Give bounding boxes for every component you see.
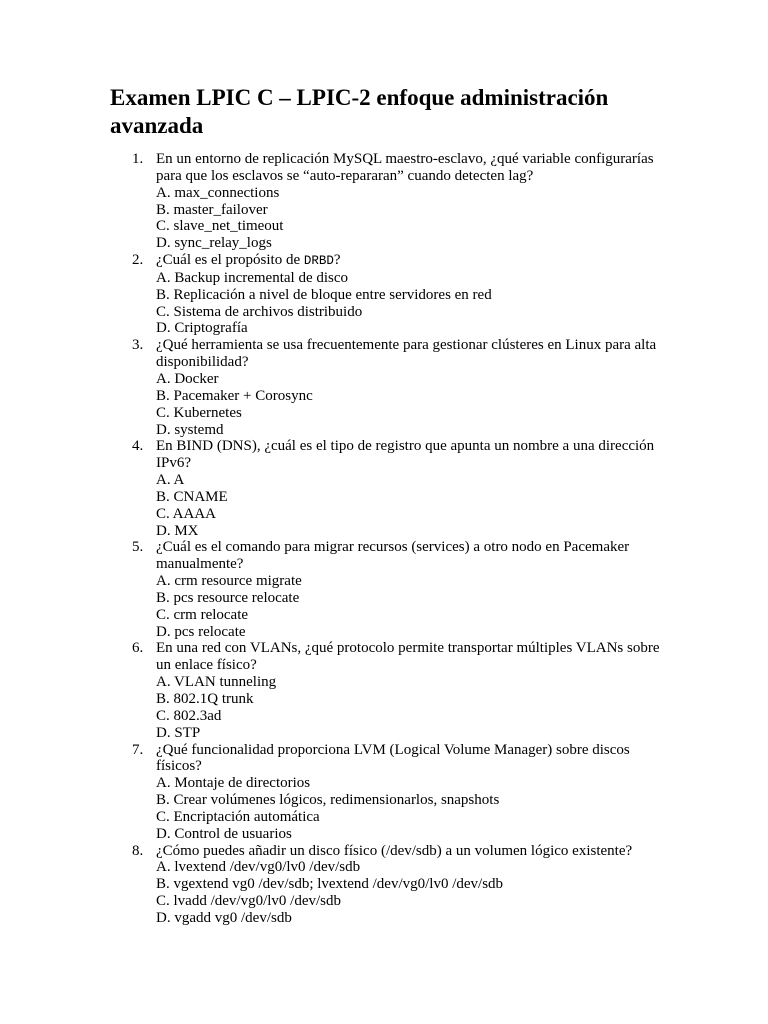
- question-item: [110, 640, 670, 741]
- question-number: 3.: [132, 337, 144, 354]
- question-text: [156, 252, 670, 270]
- code-term: DRBD: [303, 254, 334, 269]
- answer-option: B. Pacemaker + Corosync: [156, 387, 313, 404]
- answer-option: A. Docker: [156, 370, 219, 387]
- answer-option: A. lvextend /dev/vg0/lv0 /dev/sdb: [156, 859, 361, 876]
- answer-option: D. MX: [156, 522, 199, 539]
- question-number: 6.: [132, 640, 144, 657]
- question-text: En una red con VLANs, ¿qué protocolo permite transportar múltiples VLANs sobre un enlace físico?: [156, 640, 660, 674]
- question-item: [110, 337, 670, 438]
- page-title: Examen LPIC C – LPIC-2 enfoque administración avanzada: [110, 85, 609, 138]
- answer-option: C. 802.3ad: [156, 707, 222, 724]
- answer-option: D. vgadd vg0 /dev/sdb: [156, 909, 292, 926]
- answer-option: D. Control de usuarios: [156, 825, 292, 842]
- question-text: ¿Qué herramienta se usa frecuentemente para gestionar clústeres en Linux para alta disponibilidad?: [156, 337, 657, 371]
- question-text: ¿Qué funcionalidad proporciona LVM (Logical Volume Manager) sobre discos físicos?: [156, 741, 630, 775]
- answer-option: C. slave_net_timeout: [156, 218, 284, 235]
- answer-option: D. Criptografía: [156, 320, 248, 337]
- question-number: 2.: [132, 252, 144, 269]
- answer-option: B. master_failover: [156, 201, 268, 218]
- question-text: En BIND (DNS), ¿cuál es el tipo de registro que apunta un nombre a una dirección IPv6?: [156, 438, 655, 472]
- answer-option: A. max_connections: [156, 184, 280, 201]
- question-number: 8.: [132, 842, 144, 859]
- answer-option: B. Replicación a nivel de bloque entre servidores en red: [156, 286, 492, 303]
- answer-option: C. crm relocate: [156, 606, 249, 623]
- question-item: [110, 438, 670, 539]
- question-number: 5.: [132, 539, 144, 556]
- question-text: ¿Cómo puedes añadir un disco físico (/dev/sdb) a un volumen lógico existente?: [156, 842, 633, 859]
- answer-option: B. CNAME: [156, 488, 228, 505]
- answer-option: D. pcs relocate: [156, 623, 246, 640]
- answer-option: D. sync_relay_logs: [156, 235, 272, 252]
- answer-option: B. 802.1Q trunk: [156, 691, 254, 707]
- answer-option: A. Montaje de directorios: [156, 775, 311, 792]
- answer-option: A. A: [156, 472, 185, 489]
- answer-option: C. Encriptación automática: [156, 808, 320, 825]
- answer-option: C. lvadd /dev/vg0/lv0 /dev/sdb: [156, 893, 341, 910]
- question-text-end: ?: [333, 252, 341, 269]
- question-text-start: ¿Cuál es el propósito de: [156, 252, 304, 269]
- question-item: [110, 742, 670, 843]
- question-number: 7.: [132, 741, 144, 758]
- question-number: 4.: [132, 438, 144, 455]
- answer-option: C. AAAA: [156, 505, 217, 522]
- question-item: [110, 539, 670, 640]
- question-text: ¿Cuál es el comando para migrar recursos (services) a otro nodo en Pacemaker manualmente?: [156, 539, 630, 573]
- question-item: [110, 843, 670, 927]
- answer-option: D. systemd: [156, 421, 224, 438]
- answer-option: C. Kubernetes: [156, 404, 242, 421]
- answer-option: B. vgextend vg0 /dev/sdb; lvextend /dev/vg0/lv0 /dev/sdb: [156, 876, 504, 893]
- answer-option: A. VLAN tunneling: [156, 674, 277, 691]
- answer-option: D. STP: [156, 724, 201, 741]
- answer-option: B. Crear volúmenes lógicos, redimensionarlos, snapshots: [156, 792, 500, 809]
- question-number: 1.: [132, 151, 144, 167]
- answer-option: A. crm resource migrate: [156, 573, 302, 590]
- answer-option: C. Sistema de archivos distribuido: [156, 303, 363, 320]
- question-text: En un entorno de replicación MySQL maestro-esclavo, ¿qué variable configurarías para que los esclavos se “auto-repararan” cuando detecten lag?: [156, 151, 654, 184]
- question-item: [110, 252, 670, 337]
- answer-option: A. Backup incremental de disco: [156, 269, 349, 286]
- question-list: [110, 151, 670, 927]
- answer-option: B. pcs resource relocate: [156, 589, 300, 606]
- question-item: [110, 151, 670, 252]
